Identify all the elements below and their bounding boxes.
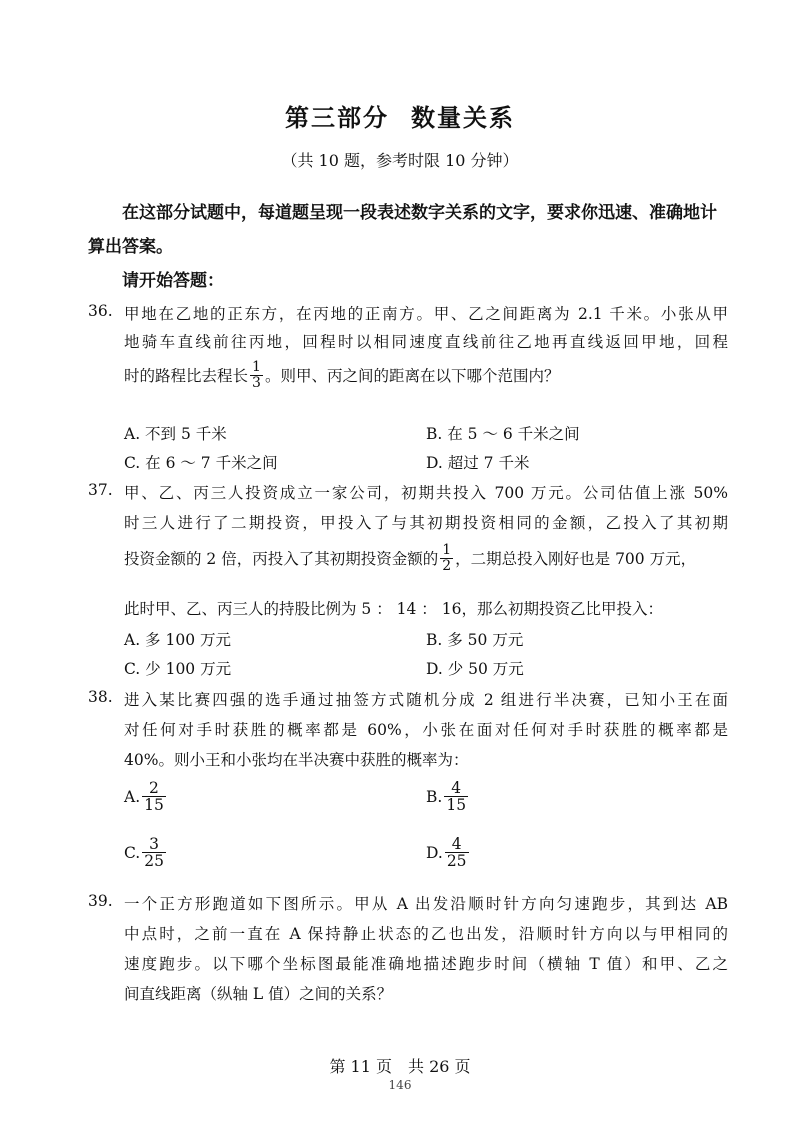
section-subtitle: （共 10 题，参考时限 10 分钟） <box>281 151 519 170</box>
option-b[interactable]: B. 在 5 ～ 6 千米之间 <box>426 425 580 443</box>
question-line: 间直线距离（纵轴 L 值）之间的关系？ <box>124 985 393 1003</box>
option-b[interactable]: B. 多 50 万元 <box>426 631 524 649</box>
question-line <box>124 360 559 390</box>
fraction: $\frac{2}{15}$ <box>144 779 164 815</box>
option-b[interactable] <box>426 780 470 814</box>
question-line: 此时甲、乙、丙三人的持股比例为 5 ： 14 ： 16，那么初期投资乙比甲投入： <box>124 600 663 618</box>
question-text: 。则甲、丙之间的距离在以下哪个范围内？ <box>264 367 560 386</box>
option-c[interactable]: C. 在 6 ～ 7 千米之间 <box>124 454 278 472</box>
question-line: 对任何对手时获胜的概率都是 60%，小张在面对任何对手时获胜的概率都是 <box>124 721 728 739</box>
option-c[interactable]: C. 少 100 万元 <box>124 660 232 678</box>
section-title <box>0 98 800 133</box>
question-line: 40%。则小王和小张均在半决赛中获胜的概率为： <box>124 751 469 769</box>
question-text: ，二期总投入刚好也是 700 万元， <box>455 550 697 569</box>
option-label: C. <box>124 843 141 862</box>
question-line <box>124 543 696 573</box>
option-a[interactable] <box>124 780 168 814</box>
start-prompt: 请开始答题： <box>122 271 224 291</box>
fraction: $\frac{3}{25}$ <box>144 835 164 871</box>
fraction: $\frac{1}{3}$ <box>252 359 261 391</box>
question-line: 中点时，之前一直在 A 保持静止状态的乙也出发，沿顺时针方向以与甲相同的 <box>124 925 728 943</box>
question-number: 39. <box>88 892 113 910</box>
question-line: 一个正方形跑道如下图所示。甲从 A 出发沿顺时针方向匀速跑步，其到达 AB <box>124 895 728 913</box>
question-text: 时的路程比去程长 <box>124 367 249 386</box>
question-line: 甲地在乙地的正东方，在丙地的正南方。甲、乙之间距离为 2.1 千米。小张从甲 <box>124 305 728 323</box>
page-number: 146 <box>388 1078 412 1092</box>
option-d[interactable]: D. 超过 7 千米 <box>426 454 530 472</box>
option-a[interactable]: A. 多 100 万元 <box>124 631 231 649</box>
question-line: 进入某比赛四强的选手通过抽签方式随机分成 2 组进行半决赛，已知小王在面 <box>124 691 728 709</box>
question-line: 时三人进行了二期投资，甲投入了与其初期投资相同的金额，乙投入了其初期 <box>124 514 728 532</box>
fraction: $\frac{1}{2}$ <box>442 542 452 574</box>
option-a[interactable]: A. 不到 5 千米 <box>124 425 227 443</box>
question-number: 38. <box>88 688 113 706</box>
title-part-1: 第三部分 <box>285 104 389 132</box>
page-footer: 第 11 页 共 26 页 <box>329 1057 471 1076</box>
question-line: 甲、乙、丙三人投资成立一家公司，初期共投入 700 万元。公司估值上涨 50% <box>124 484 728 502</box>
question-line: 速度跑步。以下哪个坐标图最能准确地描述跑步时间（横轴 T 值）和甲、乙之 <box>124 955 728 973</box>
title-part-2: 数量关系 <box>411 104 515 132</box>
fraction: $\frac{4}{15}$ <box>446 779 467 815</box>
option-label: B. <box>426 787 443 806</box>
question-line: 地骑车直线前往丙地，回程时以相同速度直线前往乙地再直线返回甲地，回程 <box>124 333 728 351</box>
option-d[interactable]: D. 少 50 万元 <box>426 660 524 678</box>
option-d[interactable] <box>426 836 471 870</box>
option-c[interactable] <box>124 836 168 870</box>
question-text: 投资金额的 2 倍，丙投入了其初期投资金额的 <box>124 550 439 569</box>
option-label: D. <box>426 843 443 862</box>
option-label: A. <box>124 787 141 806</box>
section-instructions: 在这部分试题中，每道题呈现一段表述数字关系的文字，要求你迅速、准确地计算出答案。 <box>88 203 717 257</box>
question-number: 36. <box>88 302 113 320</box>
fraction: $\frac{4}{25}$ <box>446 835 467 871</box>
question-number: 37. <box>88 481 113 499</box>
